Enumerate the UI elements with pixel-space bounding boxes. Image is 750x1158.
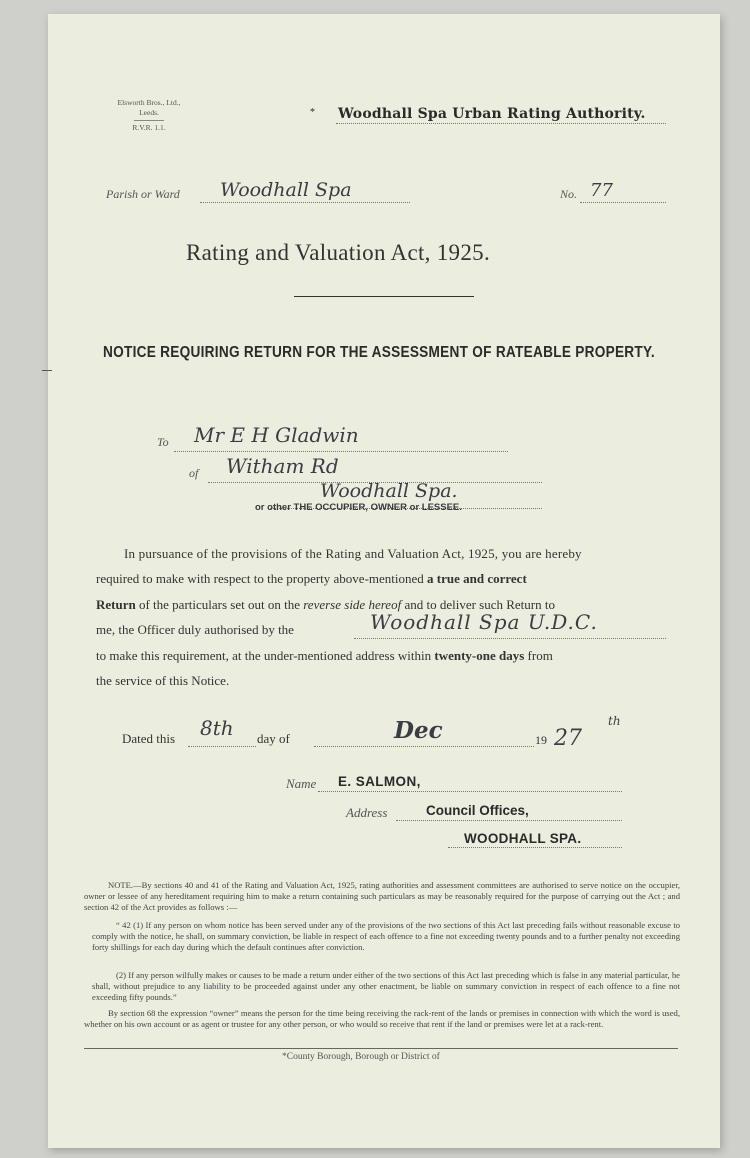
address-label: Address xyxy=(346,805,388,820)
number-underline xyxy=(580,202,666,203)
note-paragraph-3: (2) If any person wilfully makes or causes to be made a return under either of the two sections of this Act last preceding which is false in any material particular, he shall, without prejudice to any liability to be proceeded against under any other enactment, be liable on summary conviction in respect of each offence to a fine not exceeding fifty pounds.” xyxy=(92,970,680,1002)
margin-mark xyxy=(42,370,52,371)
note-paragraph-4: By section 68 the expression “owner” means the person for the time being receiving the rack-rent of the lands or premises in connection with which the word is used, whether on his own account or as agent or trustee for any other person, or who would so receive that rent if the land or premises were let at a rack-rent. xyxy=(84,1008,680,1029)
year-suffix: th xyxy=(608,714,621,728)
occupier-note: or other THE OCCUPIER, OWNER or LESSEE. xyxy=(255,502,462,513)
body-line-3a: Return xyxy=(96,597,136,612)
body-line-3c: reverse side hereof xyxy=(303,597,402,612)
notice-heading: NOTICE REQUIRING RETURN FOR THE ASSESSMENT OF RATEABLE PROPERTY. xyxy=(103,344,655,361)
footnote-rule xyxy=(84,1048,678,1049)
to-label: To xyxy=(157,435,169,449)
printer-rule xyxy=(134,120,164,121)
body-line-5b: twenty-one days xyxy=(434,648,525,663)
authority-underline xyxy=(336,123,666,124)
body-line-1: In pursuance of the provisions of the Rating and Valuation Act, 1925, you are hereby xyxy=(124,546,582,561)
number-value: 77 xyxy=(590,180,613,201)
authority-marker: * xyxy=(310,107,315,118)
month-underline xyxy=(314,746,534,747)
printer-ref: R.V.R. 1.1. xyxy=(132,123,166,132)
title-rule xyxy=(294,296,474,297)
body-line-2b: a true and correct xyxy=(427,571,527,586)
month-value: Dec xyxy=(394,717,443,744)
printer-imprint xyxy=(94,98,204,133)
signature-address-underline xyxy=(396,820,622,821)
of-label: of xyxy=(189,466,199,480)
dated-label: Dated this xyxy=(122,731,176,746)
body-line-3d: and to deliver such Return to xyxy=(401,597,555,612)
printer-name: Elsworth Bros., Ltd., xyxy=(117,98,181,107)
body-line-3b: of the particulars set out on the xyxy=(135,597,304,612)
act-title: Rating and Valuation Act, 1925. xyxy=(186,240,491,265)
body-line-5a: to make this requirement, at the under-mentioned address within xyxy=(96,648,435,663)
address-line2: Woodhall Spa. xyxy=(320,480,458,502)
signature-address-line1: Council Offices, xyxy=(426,803,529,818)
notice-paper xyxy=(48,14,720,1148)
footnote: *County Borough, Borough or District of xyxy=(282,1052,440,1062)
body-line-4: me, the Officer duly authorised by the xyxy=(96,622,294,637)
name-underline xyxy=(318,791,622,792)
day-underline xyxy=(188,746,256,747)
day-of-label: day of xyxy=(257,731,290,746)
name-label: Name xyxy=(286,776,317,791)
number-label: No. xyxy=(560,187,578,201)
day-value: 8th xyxy=(200,716,234,740)
signature-address-line2-underline xyxy=(448,847,622,848)
authority-title: Woodhall Spa Urban Rating Authority. xyxy=(338,106,646,122)
parish-value: Woodhall Spa xyxy=(220,179,352,201)
signature-address-line2: WOODHALL SPA. xyxy=(464,831,582,846)
body-line-5c: from xyxy=(524,648,553,663)
printer-city: Leeds. xyxy=(139,108,159,117)
note-paragraph-2: “ 42 (1) If any person on whom notice has been served under any of the provisions of the two sections of this Act last preceding fails without reasonable excuse to comply with the notice, he shall, on summary conviction, be liable in respect of each offence to a fine not exceeding twenty pounds and to a further penalty not exceeding forty shillings for each day during which the default continues after conviction. xyxy=(92,920,680,952)
to-underline xyxy=(174,451,508,452)
note-paragraph-1: NOTE.—By sections 40 and 41 of the Rating and Valuation Act, 1925, rating authorities and assessment committees are authorised to serve notice on the occupier, owner or lessee of any hereditament requiring him to make a return containing such particulars as may be reasonably required for the purpose of carrying out the Act ; and section 42 of the Act provides as follows :— xyxy=(84,880,680,912)
year-prefix: 19 xyxy=(535,733,547,747)
body-line-4-underline xyxy=(354,638,666,639)
parish-underline xyxy=(200,202,410,203)
body-line-2 xyxy=(96,571,527,587)
body-line-6: the service of this Notice. xyxy=(96,673,230,688)
addressee-name: Mr E H Gladwin xyxy=(194,423,359,447)
body-line-2a: required to make with respect to the property above-mentioned xyxy=(96,571,428,586)
body-line-4-hand: Woodhall Spa U.D.C. xyxy=(370,610,598,634)
year-value: 27 xyxy=(554,726,582,751)
parish-label: Parish or Ward xyxy=(106,187,180,201)
name-value: E. SALMON, xyxy=(338,774,421,789)
body-line-5 xyxy=(96,648,553,664)
address-line1: Witham Rd xyxy=(226,454,339,478)
